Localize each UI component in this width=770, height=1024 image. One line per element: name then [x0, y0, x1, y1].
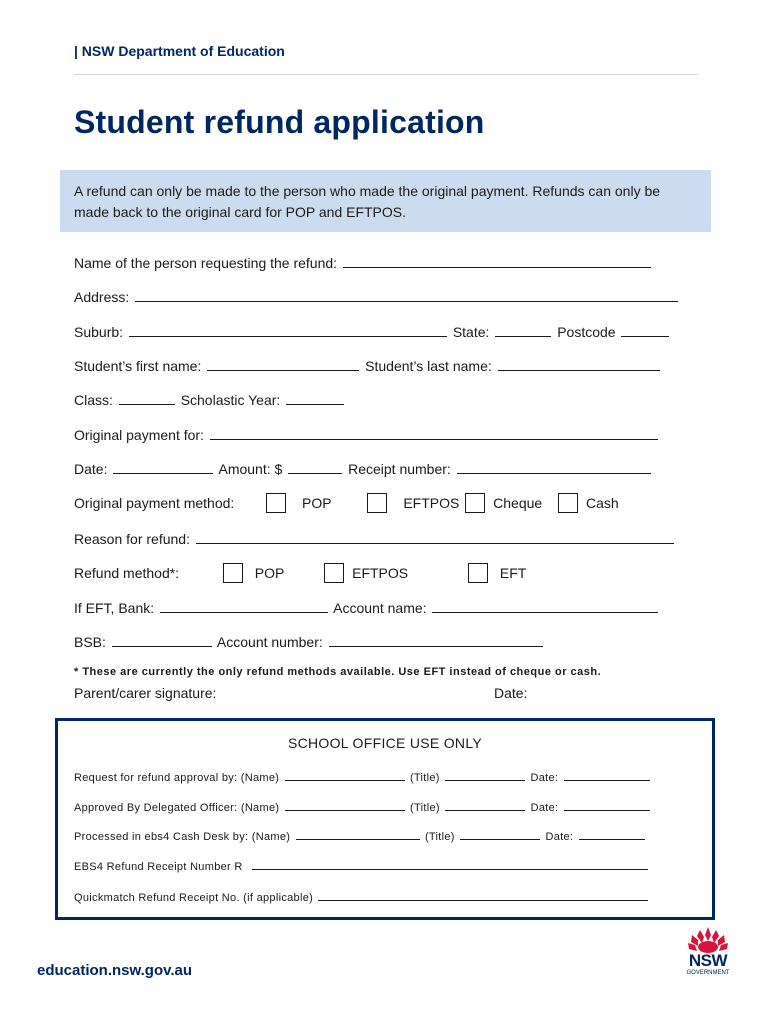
pm-pop-checkbox[interactable]	[266, 493, 286, 513]
student-name-row	[74, 356, 662, 374]
bsb-label: BSB:	[74, 634, 106, 650]
office-processed-row	[74, 828, 647, 843]
scholastic-year-field[interactable]	[286, 390, 344, 405]
amount-field[interactable]	[288, 459, 342, 474]
request-date-field[interactable]	[564, 769, 650, 781]
scholastic-year-label: Scholastic Year:	[180, 392, 281, 408]
office-title: SCHOOL OFFICE USE ONLY	[287, 735, 483, 751]
ebs4-receipt-label: EBS4 Refund Receipt Number R	[74, 861, 243, 873]
rm-pop-checkbox[interactable]	[223, 563, 243, 583]
refund-methods-note: * These are currently the only refund methods available. Use EFT instead of cheque or cash.	[74, 666, 602, 678]
request-name-field[interactable]	[285, 769, 405, 781]
pm-eftpos-label: EFTPOS	[403, 495, 460, 511]
approved-by-label: Approved By Delegated Officer: (Name)	[74, 802, 280, 814]
address-row	[74, 287, 680, 305]
refund-method-row	[74, 563, 526, 583]
class-label: Class:	[74, 392, 113, 408]
reason-row	[74, 529, 676, 547]
quickmatch-field[interactable]	[318, 889, 648, 901]
first-name-label: Student’s first name:	[74, 358, 202, 374]
receipt-label: Receipt number:	[348, 461, 451, 477]
account-number-field[interactable]	[329, 632, 543, 647]
page-title: Student refund application	[74, 104, 485, 140]
account-number-label: Account number:	[216, 634, 323, 650]
approved-date-field[interactable]	[564, 799, 650, 811]
date-label: Date:	[74, 461, 108, 477]
header-divider	[74, 74, 698, 75]
account-name-field[interactable]	[432, 598, 658, 613]
approved-name-field[interactable]	[285, 799, 405, 811]
approved-title-label: (Title)	[410, 802, 440, 814]
payment-method-row	[74, 493, 619, 513]
request-date-label: Date:	[530, 772, 559, 784]
logo-nsw-text: NSW	[688, 951, 728, 970]
requester-label: Name of the person requesting the refund:	[74, 255, 338, 271]
signature-row	[74, 685, 528, 701]
processed-title-field[interactable]	[460, 828, 540, 840]
pm-cheque-label: Cheque	[493, 495, 543, 511]
ebs4-receipt-field[interactable]	[252, 858, 648, 870]
office-approved-row	[74, 799, 652, 814]
class-field[interactable]	[119, 390, 175, 405]
pm-cheque-checkbox[interactable]	[465, 493, 485, 513]
bsb-field[interactable]	[112, 632, 212, 647]
suburb-field[interactable]	[129, 322, 447, 337]
office-ebs4-row	[74, 858, 650, 873]
account-name-label: Account name:	[333, 600, 427, 616]
last-name-field[interactable]	[498, 356, 660, 371]
logo-government-text: GOVERNMENT	[686, 970, 730, 976]
address-label: Address:	[74, 289, 130, 305]
eft-bank-label: If EFT, Bank:	[74, 600, 155, 616]
first-name-field[interactable]	[207, 356, 359, 371]
processed-date-label: Date:	[545, 831, 574, 843]
signature-label: Parent/carer signature:	[74, 685, 217, 701]
payment-for-label: Original payment for:	[74, 427, 204, 443]
request-by-label: Request for refund approval by: (Name)	[74, 772, 280, 784]
address-field[interactable]	[135, 287, 678, 302]
pm-cash-label: Cash	[585, 495, 619, 511]
rm-eftpos-label: EFTPOS	[352, 565, 409, 581]
quickmatch-label: Quickmatch Refund Receipt No. (if applicable)	[74, 892, 314, 904]
rm-eft-label: EFT	[499, 565, 527, 581]
notice-box	[60, 170, 711, 232]
processed-by-label: Processed in ebs4 Cash Desk by: (Name)	[74, 831, 291, 843]
date-amount-row	[74, 459, 653, 477]
school-office-box	[55, 718, 715, 920]
requester-field[interactable]	[343, 253, 651, 268]
reason-label: Reason for refund:	[74, 531, 190, 547]
requester-row	[74, 253, 653, 271]
suburb-row	[74, 322, 671, 340]
refund-method-label: Refund method*:	[74, 565, 180, 581]
state-label: State:	[452, 324, 490, 340]
receipt-field[interactable]	[457, 459, 651, 474]
signature-date-label: Date:	[494, 685, 528, 701]
reason-field[interactable]	[196, 529, 674, 544]
processed-date-field[interactable]	[579, 828, 645, 840]
office-request-row	[74, 769, 652, 784]
pm-pop-label: POP	[301, 495, 332, 511]
header-org: | NSW Department of Education	[74, 43, 285, 59]
eft-bank-field[interactable]	[160, 598, 328, 613]
date-field[interactable]	[113, 459, 213, 474]
rm-pop-label: POP	[254, 565, 285, 581]
eft-bank-row	[74, 598, 660, 616]
pm-eftpos-checkbox[interactable]	[367, 493, 387, 513]
payment-method-label: Original payment method:	[74, 495, 235, 511]
class-row	[74, 390, 346, 408]
suburb-label: Suburb:	[74, 324, 124, 340]
processed-title-label: (Title)	[424, 831, 455, 843]
approved-date-label: Date:	[530, 802, 559, 814]
request-title-field[interactable]	[445, 769, 525, 781]
state-field[interactable]	[495, 322, 551, 337]
last-name-label: Student’s last name:	[365, 358, 492, 374]
approved-title-field[interactable]	[445, 799, 525, 811]
postcode-field[interactable]	[621, 322, 669, 337]
postcode-label: Postcode	[557, 324, 616, 340]
footer-url[interactable]: education.nsw.gov.au	[37, 962, 193, 979]
processed-name-field[interactable]	[296, 828, 420, 840]
notice-text: A refund can only be made to the person who made the original payment. Refunds can only be made back to the original card for POP and EFTPOS.	[74, 183, 661, 220]
pm-cash-checkbox[interactable]	[558, 493, 578, 513]
nsw-government-logo	[680, 925, 736, 981]
request-title-label: (Title)	[409, 772, 440, 784]
payment-for-field[interactable]	[210, 425, 658, 440]
rm-eft-checkbox[interactable]	[468, 563, 488, 583]
payment-for-row	[74, 425, 660, 443]
rm-eftpos-checkbox[interactable]	[324, 563, 344, 583]
office-quickmatch-row	[74, 889, 650, 904]
amount-label: Amount: $	[218, 461, 283, 477]
bsb-row	[74, 632, 545, 650]
